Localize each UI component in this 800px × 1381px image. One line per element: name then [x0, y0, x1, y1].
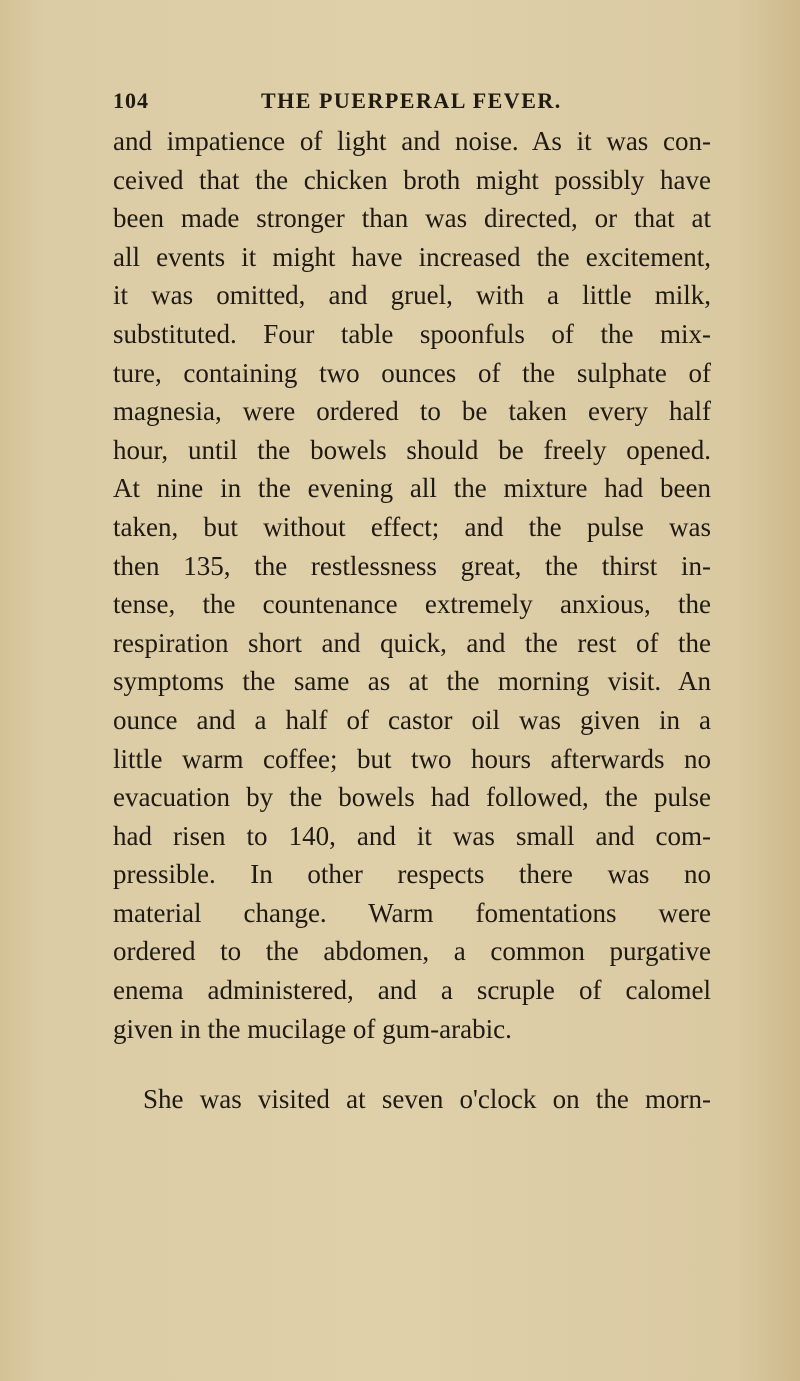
text-line: ordered to the abdomen, a common purgative	[113, 936, 711, 967]
text-line: At nine in the evening all the mixture had been	[113, 473, 711, 504]
text-line: respiration short and quick, and the rest of the	[113, 627, 711, 658]
text-line: ture, containing two ounces of the sulphate of	[113, 357, 711, 388]
text-line: little warm coffee; but two hours afterwards no	[113, 743, 711, 774]
text-line: taken, but without effect; and the pulse was	[113, 511, 711, 542]
paragraph-1	[113, 122, 711, 1048]
text-line: ceived that the chicken broth might possibly have	[113, 164, 711, 195]
text-line: given in the mucilage of gum-arabic.	[113, 1013, 512, 1044]
page-header	[113, 88, 713, 118]
text-line: substituted. Four table spoonfuls of the mix-	[113, 318, 711, 349]
text-line: had risen to 140, and it was small and com-	[113, 820, 711, 851]
text-line: evacuation by the bowels had followed, the pulse	[113, 782, 711, 813]
text-line: She was visited at seven o'clock on the morn-	[143, 1084, 711, 1115]
running-title: THE PUERPERAL FEVER.	[261, 88, 562, 113]
text-line: hour, until the bowels should be freely opened.	[113, 434, 711, 465]
text-line: all events it might have increased the excitement,	[113, 241, 711, 272]
paragraph-gap	[113, 1048, 711, 1080]
text-line: then 135, the restlessness great, the thirst in-	[113, 550, 711, 581]
text-line: and impatience of light and noise. As it was con-	[113, 126, 711, 156]
text-line: material change. Warm fomentations were	[113, 897, 711, 928]
paragraph-2	[113, 1080, 711, 1119]
text-line: pressible. In other respects there was no	[113, 859, 711, 890]
text-line: it was omitted, and gruel, with a little milk,	[113, 280, 711, 311]
page-number: 104	[113, 88, 149, 113]
text-line: enema administered, and a scruple of calomel	[113, 975, 711, 1006]
text-line: been made stronger than was directed, or that at	[113, 203, 711, 234]
text-line: ounce and a half of castor oil was given in a	[113, 704, 711, 735]
text-line: magnesia, were ordered to be taken every half	[113, 396, 711, 427]
text-line: symptoms the same as at the morning visit. An	[113, 666, 711, 697]
body-text	[113, 122, 711, 1119]
text-line: tense, the countenance extremely anxious, the	[113, 589, 711, 620]
